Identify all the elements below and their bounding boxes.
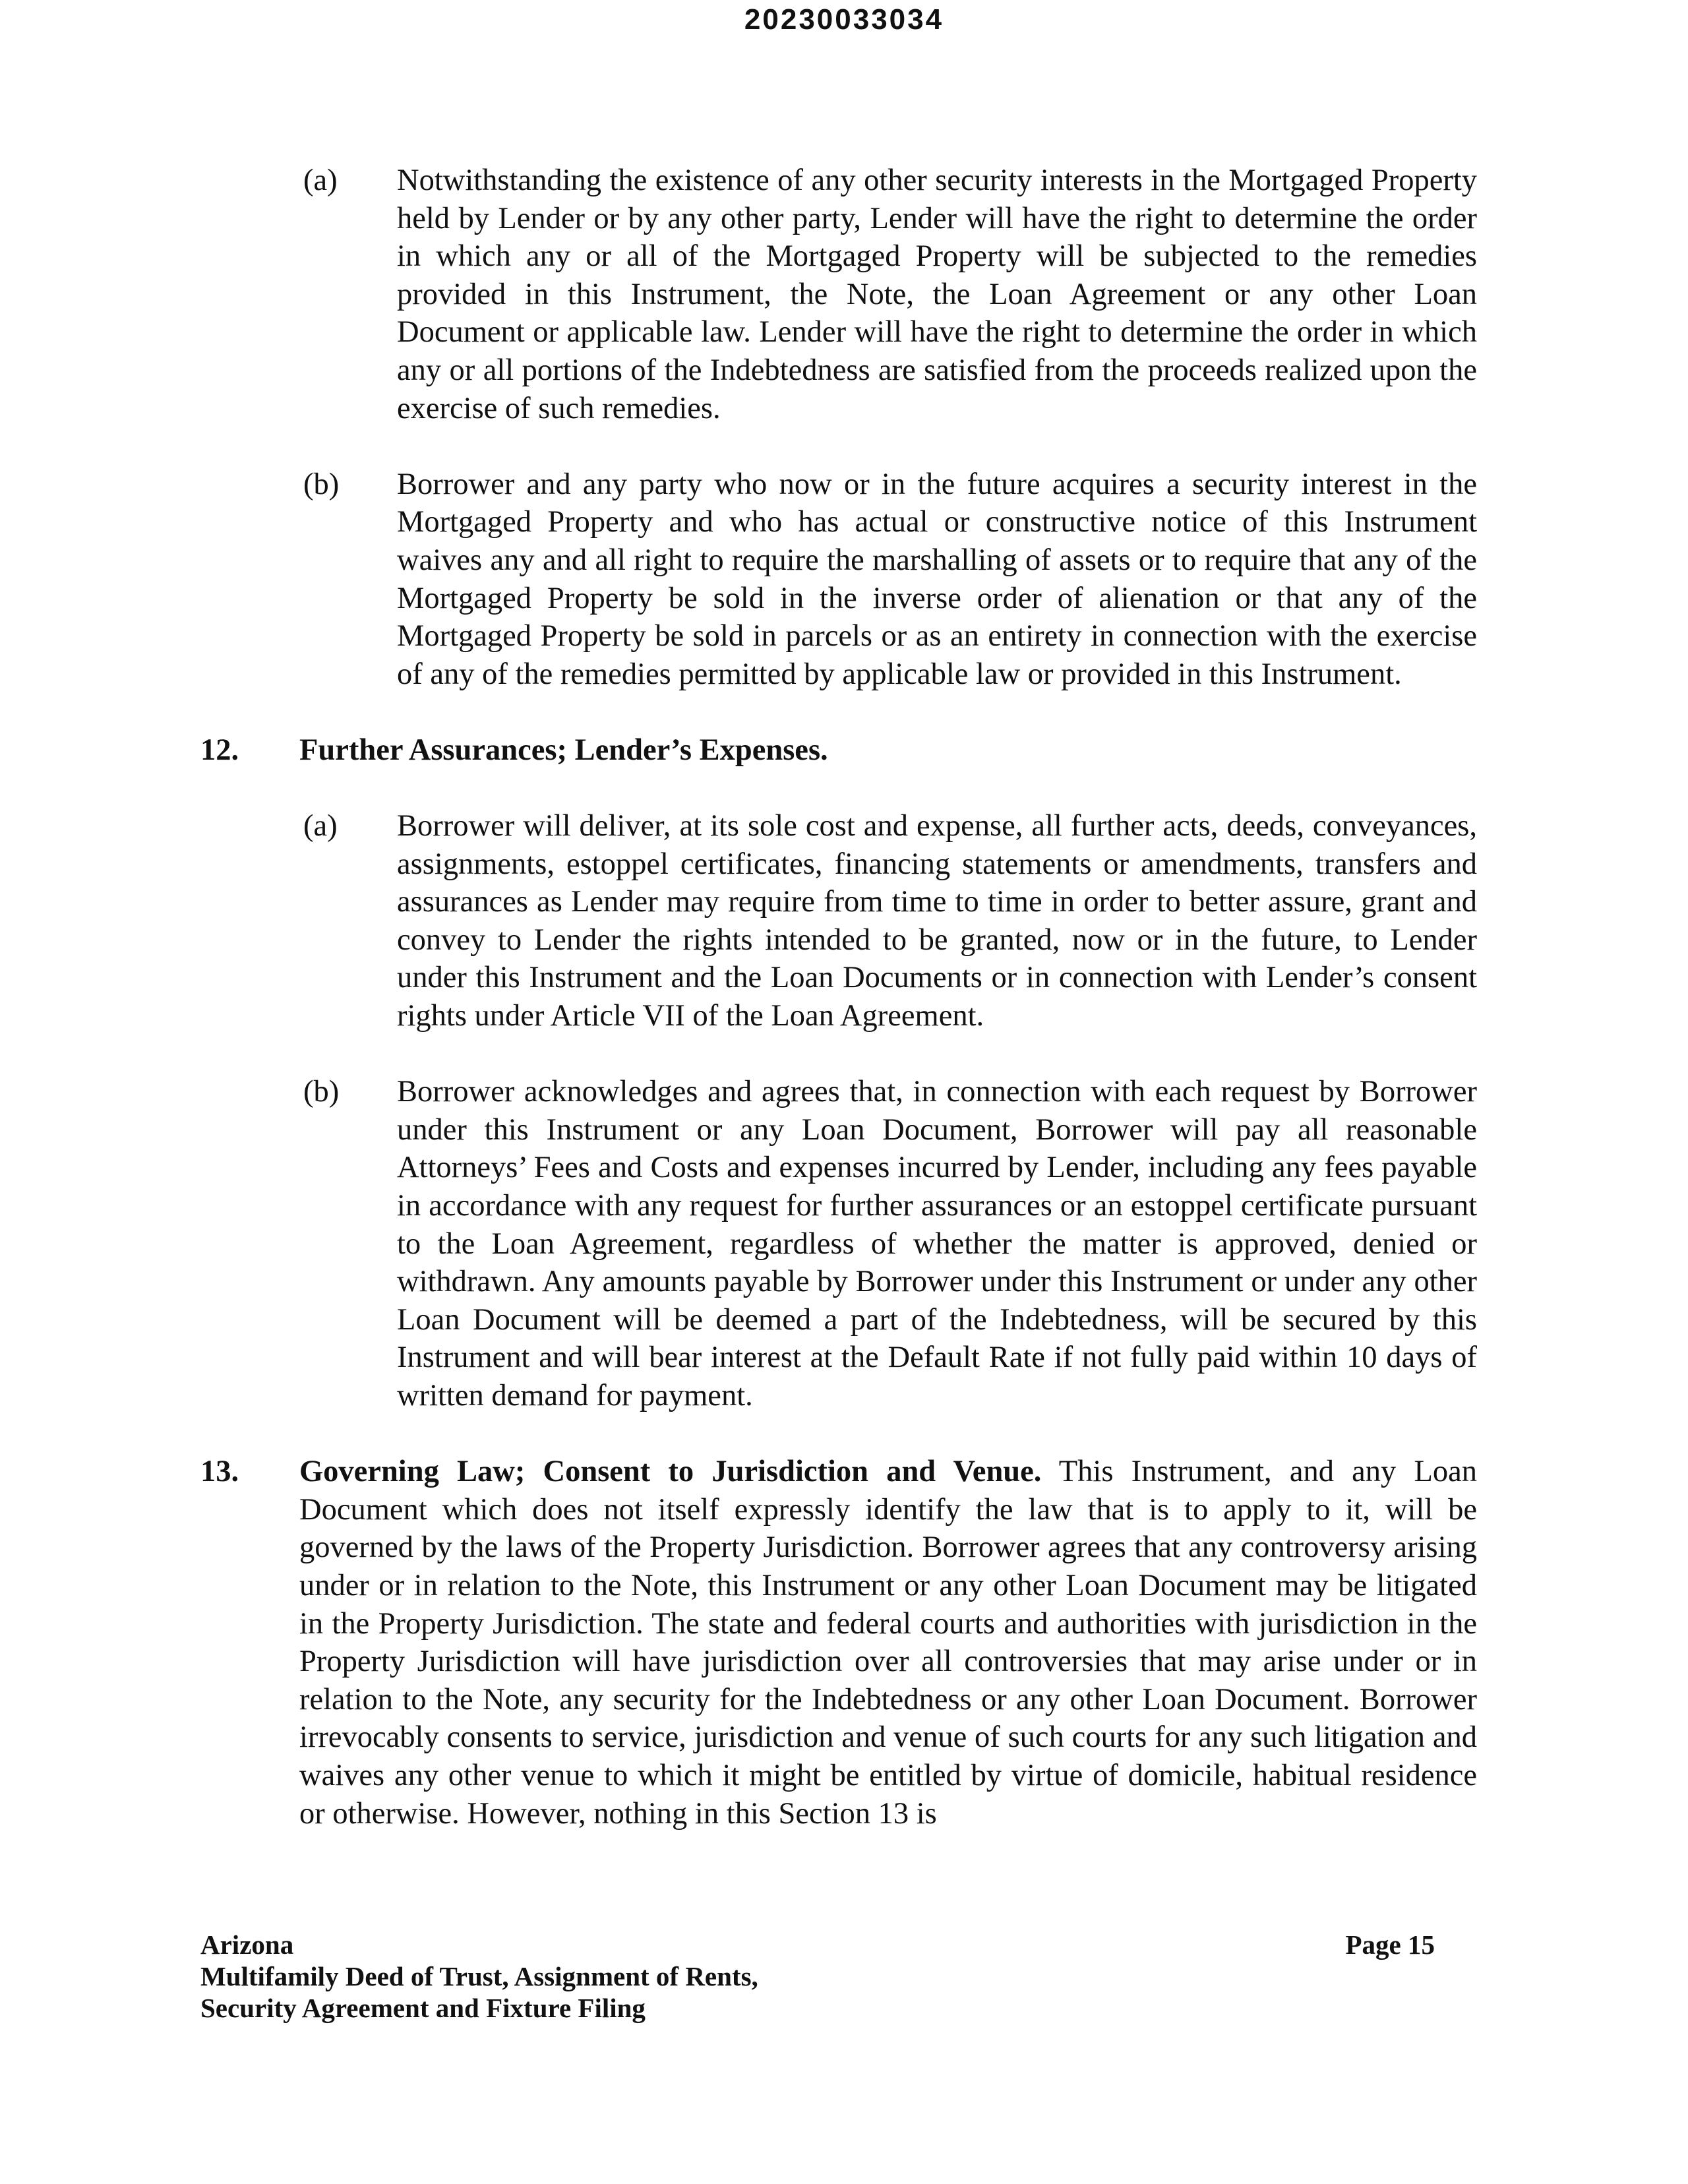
section-title: Further Assurances; Lender’s Expenses. <box>299 733 828 767</box>
paragraph-text: Borrower will deliver, at its sole cost and expense, all further acts, deeds, conveyances, assignments, estoppel certificates, financing statements or amendments, transfers and assurances as Lender may require from time to time in order to better assure, grant and convey to Lender the rights intended to be granted, now or in the future, to Lender under this Instrument and the Loan Documents or in connection with Lender’s consent rights under Article VII of the Loan Agreement. <box>397 809 1477 1033</box>
paragraph-text <box>299 1453 1477 1833</box>
subsection-marker: (a) <box>303 164 338 197</box>
section-number: 13. <box>200 1455 239 1489</box>
recording-number: 20230033034 <box>744 3 944 36</box>
subsection-marker: (b) <box>303 1075 340 1109</box>
section-title: Governing Law; Consent to Jurisdiction and Venue. <box>299 1455 1042 1489</box>
section-11-b <box>303 466 1477 694</box>
section-12-heading <box>200 731 1477 770</box>
footer-state: Arizona <box>200 1929 294 1960</box>
section-12-b <box>303 1073 1477 1414</box>
subsection-marker: (b) <box>303 467 340 501</box>
page-number: Page 15 <box>1345 1929 1435 1960</box>
section-11-a <box>303 162 1477 427</box>
subsection-marker: (a) <box>303 809 338 843</box>
paragraph-text: Notwithstanding the existence of any other security interests in the Mortgaged Property held by Lender or by any other party, Lender will have the right to determine the order in which any or all of the Mortgaged Property will be subjected to the remedies provided in this Instrument, the Note, the Loan Agreement or any other Loan Document or applicable law. Lender will have the right to determine the order in which any or all portions of the Indebtedness are satisfied from the proceeds realized upon the exercise of such remedies. <box>397 164 1477 425</box>
section-13 <box>200 1453 1477 1833</box>
section-number: 12. <box>200 733 239 767</box>
paragraph-text: Borrower acknowledges and agrees that, in connection with each request by Borrower under this Instrument or any Loan Document, Borrower will pay all reasonable Attorneys’ Fees and Costs and expenses incurred by Lender, including any fees payable in accordance with any request for further assurances or an estoppel certificate pursuant to the Loan Agreement, regardless of whether the matter is approved, denied or withdrawn. Any amounts payable by Borrower under this Instrument or under any other Loan Document will be deemed a part of the Indebtedness, will be secured by this Instrument and will bear interest at the Default Rate if not fully paid within 10 days of written demand for payment. <box>397 1075 1477 1412</box>
footer-doc-title-line2: Security Agreement and Fixture Filing <box>200 1993 646 2023</box>
section-text: This Instrument, and any Loan Document which does not itself expressly identify the law that is to apply to it, will be governed by the laws of the Property Jurisdiction. Borrower agrees that any controversy arising under or in relation to the Note, this Instrument or any other Loan Document may be litigated in the Property Jurisdiction. The state and federal courts and authorities with jurisdiction in the Property Jurisdiction will have jurisdiction over all controversies that may arise under or in relation to the Note, any security for the Indebtedness or any other Loan Document. Borrower irrevocably consents to service, jurisdiction and venue of such courts for any such litigation and waives any other venue to which it might be entitled by virtue of domicile, habitual residence or otherwise. However, nothing in this Section 13 is <box>299 1455 1477 1831</box>
page-footer <box>200 1929 1435 2024</box>
document-body <box>0 162 1688 1833</box>
paragraph-text: Borrower and any party who now or in the future acquires a security interest in the Mortgaged Property and who has actual or constructive notice of this Instrument waives any and all right to require the marshalling of assets or to require that any of the Mortgaged Property be sold in the inverse order of alienation or that any of the Mortgaged Property be sold in parcels or as an entirety in connection with the exercise of any of the remedies permitted by applicable law or provided in this Instrument. <box>397 467 1477 691</box>
footer-doc-title-line1: Multifamily Deed of Trust, Assignment of Rents, <box>200 1961 758 1991</box>
section-12-a <box>303 807 1477 1035</box>
